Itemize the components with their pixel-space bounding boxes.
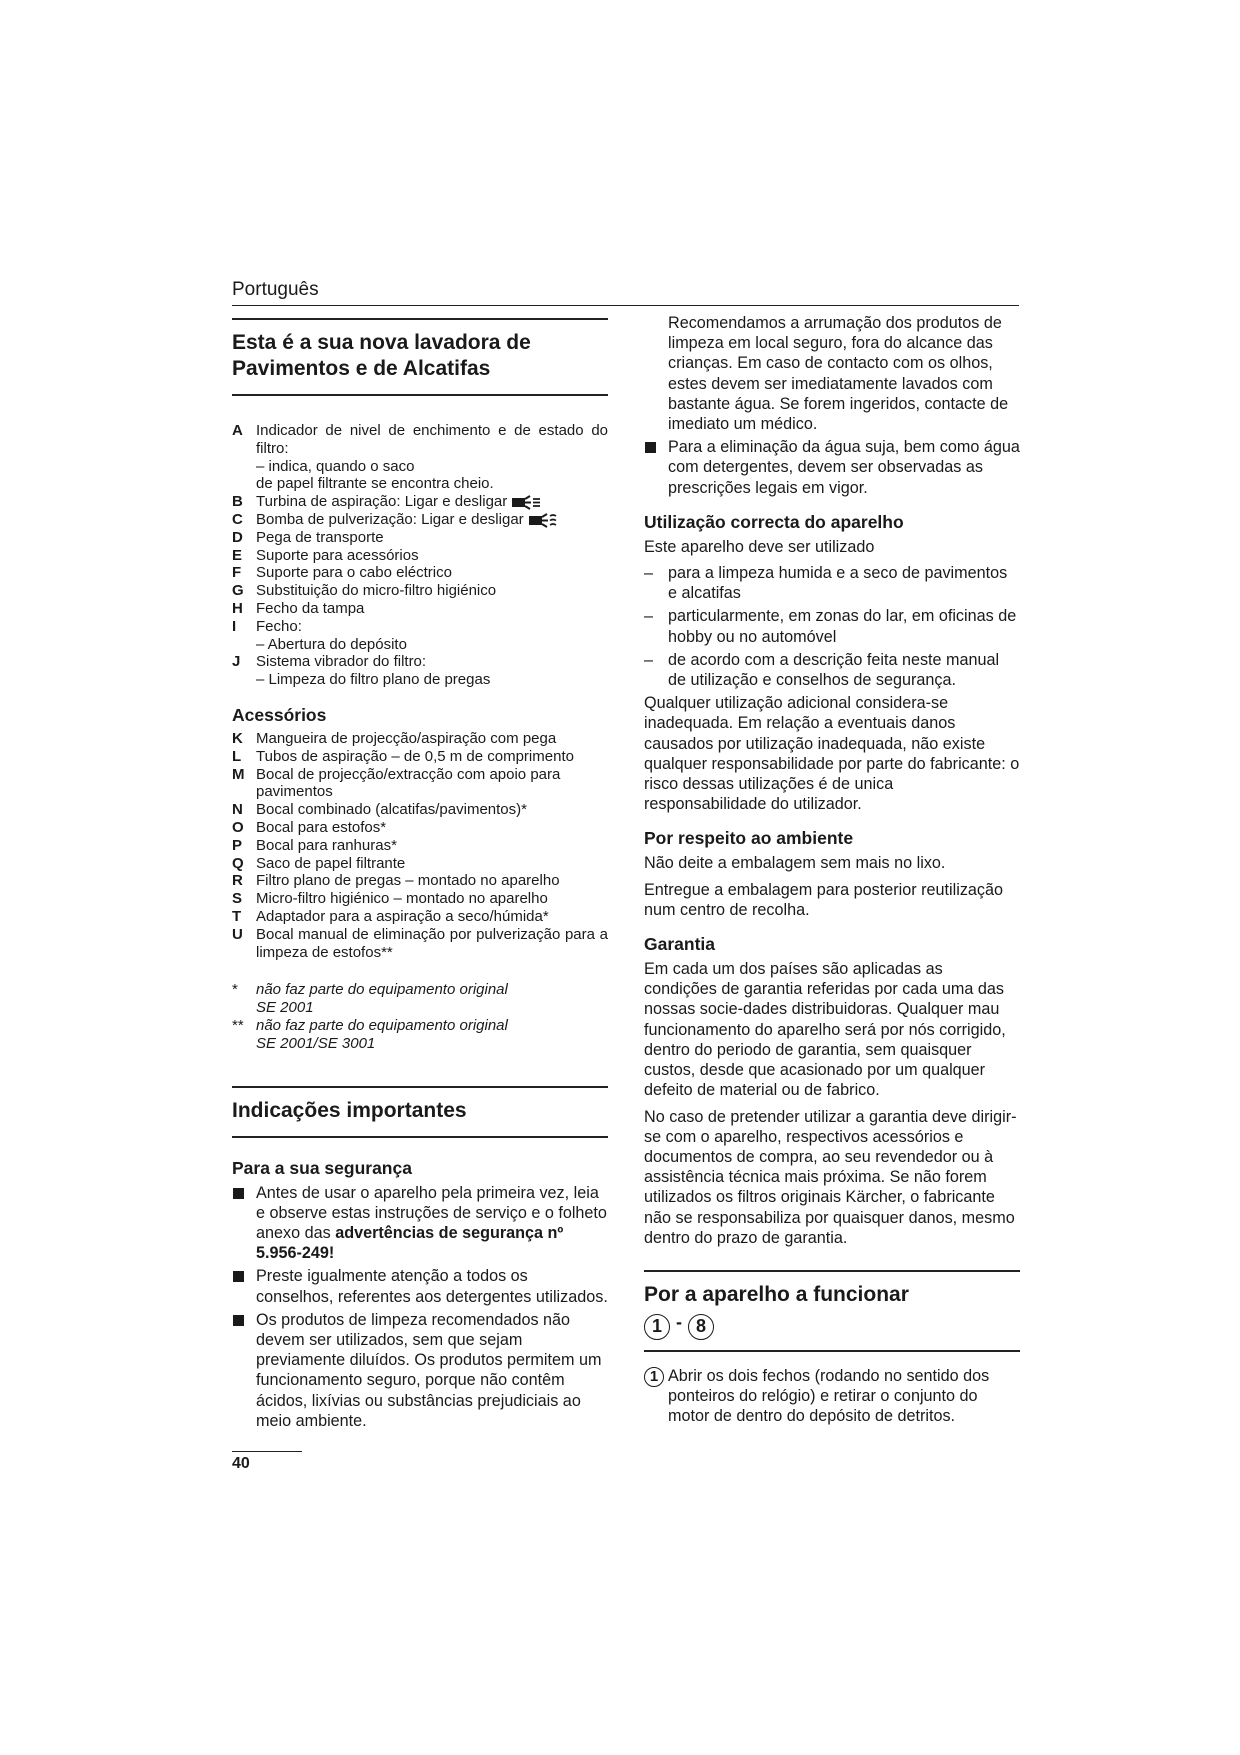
- part-key: B: [232, 493, 243, 511]
- part-key: D: [232, 528, 243, 546]
- important-title: Indicações importantes: [232, 1098, 467, 1122]
- accessory-text: Bocal de projecção/extracção com apoio para pavimentos: [256, 765, 561, 801]
- accessory-text: Tubos de aspiração – de 0,5 m de comprimento: [256, 747, 574, 765]
- part-key: [232, 475, 256, 493]
- operate-title-text: Por a aparelho a funcionar: [644, 1282, 909, 1306]
- step-number-badge: 1: [644, 1367, 664, 1387]
- list-item: [232, 458, 608, 476]
- bullet-text: Os produtos de limpeza recomendados não devem ser utilizados, sem que sejam previamente diluídos. Os produtos permitem um funcionamento seguro, porque não contêm ácidos, lixívias ou substâncias prejudiciais ao meio ambiente.: [256, 1310, 602, 1430]
- accessory-key: O: [232, 818, 244, 836]
- part-text: Suporte para o cabo eléctrico: [256, 564, 452, 582]
- part-key: [232, 636, 256, 654]
- accessory-key: R: [232, 872, 243, 890]
- parts-list: [232, 422, 608, 689]
- part-text: – indica, quando o saco: [256, 457, 415, 475]
- part-text: Substituição do micro-filtro higiénico: [256, 582, 497, 600]
- list-item: [232, 511, 608, 529]
- dash-icon: –: [644, 564, 654, 583]
- footnote-text: SE 2001: [256, 999, 314, 1017]
- accessory-text: Micro-filtro higiénico – montado no aparelho: [256, 890, 548, 908]
- list-item: [232, 926, 608, 962]
- safety-continued: Recomendamos a arrumação dos produtos de limpeza em local seguro, fora do alcance das crianças. Em caso de contacto com os olhos, estes devem ser imediatamente lavados com bastante água. Se forem ingeridos, contacte de imediato um médico.: [668, 314, 1009, 434]
- environment-title: Por respeito ao ambiente: [644, 828, 854, 849]
- part-key: H: [232, 599, 243, 617]
- accessory-text: Filtro plano de pregas – montado no aparelho: [256, 872, 560, 890]
- part-key: F: [232, 564, 242, 582]
- accessory-text: Bocal manual de eliminação por pulverização para a limpeza de estofos**: [256, 925, 608, 961]
- right-column: [644, 313, 1020, 1430]
- list-item: [232, 730, 608, 748]
- footnote-mark: **: [232, 1016, 244, 1034]
- use-item: [644, 650, 1020, 690]
- list-item: [232, 766, 608, 802]
- page-number: 40: [232, 1455, 250, 1472]
- part-text: Turbina de aspiração: Ligar e desligar: [256, 493, 508, 511]
- bullet-text: particularmente, em zonas do lar, em oficinas de hobby ou no automóvel: [668, 607, 1017, 646]
- footnote-text: não faz parte do equipamento original: [256, 1016, 508, 1034]
- list-item: [232, 748, 608, 766]
- list-item: [232, 475, 608, 493]
- step-text: Abrir os dois fechos (rodando no sentido dos ponteiros do relógio) e retirar o conjunto do motor de dentro do depósito de detritos.: [668, 1366, 990, 1426]
- accessory-key: U: [232, 925, 243, 943]
- accessory-key: S: [232, 890, 243, 908]
- accessories-title: Acessórios: [232, 704, 327, 725]
- footnote: [232, 981, 608, 1017]
- step-item: [644, 1366, 1020, 1427]
- part-key: C: [232, 510, 243, 528]
- accessory-text: Bocal combinado (alcatifas/pavimentos)*: [256, 801, 527, 819]
- figure-number-badge: 8: [688, 1314, 714, 1340]
- list-item: [232, 600, 608, 618]
- footnote-text: não faz parte do equipamento original: [256, 981, 508, 999]
- part-text: – Abertura do depósito: [256, 635, 407, 653]
- footnote: [232, 1017, 608, 1053]
- list-item: [232, 493, 608, 511]
- list-item: [232, 564, 608, 582]
- environment-text: Entregue a embalagem para posterior reutilização num centro de recolha.: [644, 880, 1004, 919]
- accessory-text: Saco de papel filtrante: [256, 854, 406, 872]
- part-text: de papel filtrante se encontra cheio.: [256, 475, 494, 493]
- intro-title: Esta é a sua nova lavadora de Pavimentos e de Alcatifas: [232, 331, 531, 380]
- footnote-text: SE 2001/SE 3001: [256, 1034, 376, 1052]
- part-text: Bomba de pulverização: Ligar e desligar: [256, 510, 524, 528]
- accessory-text: Mangueira de projecção/aspiração com pega: [256, 729, 557, 747]
- warranty-title: Garantia: [644, 934, 715, 955]
- bullet-text: de acordo com a descrição feita neste manual de utilização e conselhos de segurança.: [668, 650, 1000, 690]
- dash-icon: –: [644, 607, 654, 626]
- use-title: Utilização correcta do aparelho: [644, 511, 904, 532]
- footnotes: [232, 981, 608, 1052]
- bullet-square-icon: [232, 1310, 256, 1431]
- page-number-rule: [232, 1451, 302, 1452]
- figure-range: [644, 1314, 1020, 1340]
- list-item: [232, 618, 608, 636]
- list-item: [232, 422, 608, 458]
- accessory-key: P: [232, 836, 243, 854]
- part-text: Suporte para acessórios: [256, 546, 419, 564]
- accessory-key: K: [232, 729, 243, 747]
- safety-bullet: [232, 1266, 608, 1306]
- accessories-list: [232, 730, 608, 961]
- left-column: [232, 318, 608, 1434]
- part-key: G: [232, 582, 244, 600]
- bullet-square-icon: [644, 437, 668, 498]
- use-item: [644, 563, 1020, 603]
- bullet-square-icon: [232, 1183, 256, 1264]
- accessory-key: L: [232, 747, 242, 765]
- list-item: [232, 636, 608, 654]
- list-item: [232, 872, 608, 890]
- accessory-key: M: [232, 765, 245, 783]
- range-separator: -: [676, 1312, 682, 1333]
- section-rule: [644, 1270, 1020, 1272]
- bullet-text: Antes de usar o aparelho pela primeira vez, leia e observe estas instruções de serviço e o folheto anexo das: [256, 1183, 607, 1242]
- bullet-text: Preste igualmente atenção a todos os conselhos, referentes aos detergentes utilizados.: [256, 1267, 608, 1306]
- list-item: [232, 819, 608, 837]
- part-text: Fecho da tampa: [256, 599, 365, 617]
- accessory-text: Adaptador para a aspiração a seco/húmida*: [256, 907, 549, 925]
- bullet-square-icon: [232, 1266, 256, 1306]
- accessory-text: Bocal para ranhuras*: [256, 836, 397, 854]
- bullet-text: para a limpeza humida e a seco de pavimentos e alcatifas: [668, 564, 1008, 603]
- list-item: [232, 890, 608, 908]
- suction-switch-icon: [511, 494, 543, 510]
- figure-number-badge: 1: [644, 1314, 670, 1340]
- part-key: I: [232, 617, 237, 635]
- list-item: [232, 837, 608, 855]
- list-item: [232, 671, 608, 689]
- list-item: [232, 547, 608, 565]
- part-text: Fecho:: [256, 617, 302, 635]
- list-item: [232, 653, 608, 671]
- list-item: [232, 855, 608, 873]
- part-key: A: [232, 422, 243, 439]
- bullet-text: Para a eliminação da água suja, bem como água com detergentes, devem ser observadas as prescrições legais em vigor.: [668, 438, 1020, 497]
- use-item: [644, 606, 1020, 646]
- waste-bullet: [644, 437, 1020, 498]
- list-item: [232, 529, 608, 547]
- warranty-text: No caso de pretender utilizar a garantia deve dirigir-se com o aparelho, respectivos acessórios e documentos de compra, ao seu revendedor ou à assistência técnica mais próxima. Se não forem utilizados os filtros originais Kärcher, o fabricante não se responsabiliza por quaisquer danos, mesmo dentro do prazo de garantia.: [644, 1107, 1017, 1247]
- use-outro: Qualquer utilização adicional considera-se inadequada. Em relação a eventuais danos causados por utilização inadequada, não existe qualquer responsabilidade por parte do fabricante: o risco dessas utilizações é de unica responsabilidade do utilizador.: [644, 694, 1020, 814]
- section-rule: [644, 1350, 1020, 1352]
- use-intro: Este aparelho deve ser utilizado: [644, 537, 875, 556]
- language-label: Português: [232, 279, 319, 300]
- environment-text: Não deite a embalagem sem mais no lixo.: [644, 854, 946, 873]
- safety-bullet: [232, 1183, 608, 1264]
- section-rule: [232, 1086, 608, 1088]
- spray-switch-icon: [528, 512, 560, 528]
- accessory-key: T: [232, 907, 242, 925]
- safety-bullet: [232, 1310, 608, 1431]
- part-text: Indicador de nivel de enchimento e de estado do filtro:: [256, 422, 608, 457]
- header-rule: [232, 305, 1019, 306]
- section-rule: [232, 394, 608, 396]
- part-text: Sistema vibrador do filtro:: [256, 653, 427, 671]
- list-item: [232, 582, 608, 600]
- part-key: E: [232, 546, 243, 564]
- part-text: – Limpeza do filtro plano de pregas: [256, 671, 491, 689]
- list-item: [232, 908, 608, 926]
- dash-icon: –: [644, 650, 654, 669]
- accessory-key: Q: [232, 854, 244, 872]
- section-rule: [232, 1136, 608, 1138]
- warranty-text: Em cada um dos países são aplicadas as condições de garantia referidas por cada uma das nossas socie-dades distribuidoras. Qualquer mau funcionamento do aparelho será por nós corrigido, dentro do periodo de garantia, sem quaisquer custos, desde que acasionado por um qualquer defeito de material ou de fabrico.: [644, 960, 1006, 1100]
- part-key: [232, 671, 256, 689]
- operate-title: [644, 1282, 1020, 1308]
- accessory-key: N: [232, 801, 243, 819]
- section-rule: [232, 318, 608, 320]
- bullet-bold-text: advertências de segurança nº 5.956-249!: [256, 1223, 564, 1263]
- safety-title: Para a sua segurança: [232, 1157, 412, 1178]
- part-key: [232, 458, 256, 476]
- part-key: J: [232, 653, 241, 671]
- accessory-text: Bocal para estofos*: [256, 818, 387, 836]
- part-text: Pega de transporte: [256, 528, 384, 546]
- list-item: [232, 801, 608, 819]
- footnote-mark: *: [232, 981, 238, 999]
